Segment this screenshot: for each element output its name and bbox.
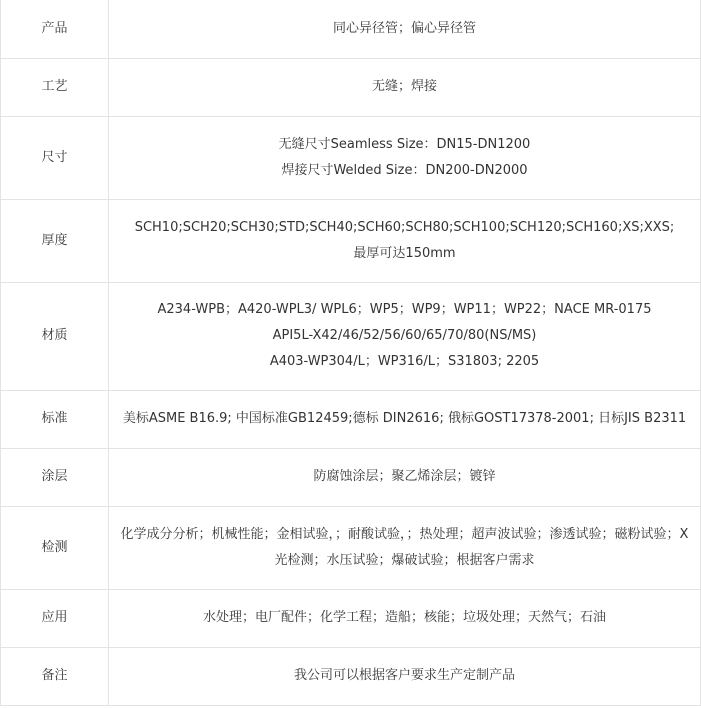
row-label-application: 应用 <box>1 589 109 647</box>
value-line: API5L-X42/46/52/56/60/65/70/80(NS/MS) <box>272 328 537 343</box>
value-line: 防腐蚀涂层；聚乙烯涂层；镀锌 <box>313 469 496 484</box>
table-row <box>1 282 701 390</box>
row-value-coating <box>109 448 701 506</box>
row-value-standard <box>109 390 701 448</box>
row-value-product <box>109 0 701 58</box>
row-label-product: 产品 <box>1 0 109 58</box>
row-value-inspection <box>109 506 701 589</box>
value-line: 无缝尺寸Seamless Size：DN15-DN1200 <box>278 136 531 152</box>
row-value-size <box>109 116 701 199</box>
table-row <box>1 390 701 448</box>
value-line: 最厚可达150mm <box>353 245 456 261</box>
table-row <box>1 647 701 705</box>
row-value-remarks <box>109 647 701 705</box>
value-line: SCH10;SCH20;SCH30;STD;SCH40;SCH60;SCH80;SCH100;SCH120;SCH160;XS;XXS; <box>134 219 675 235</box>
row-value-application <box>109 589 701 647</box>
value-line: A234-WPB；A420-WPL3/ WPL6；WP5；WP9；WP11；WP22；NACE MR-0175 <box>157 302 652 317</box>
value-line: 光检测；水压试验；爆破试验；根据客户需求 <box>274 552 535 568</box>
table-row <box>1 506 701 589</box>
table-row <box>1 199 701 282</box>
value-line: 焊接尺寸Welded Size：DN200-DN2000 <box>281 162 528 178</box>
row-label-process: 工艺 <box>1 58 109 116</box>
row-label-inspection: 检测 <box>1 506 109 589</box>
row-value-process <box>109 58 701 116</box>
value-line: 我公司可以根据客户要求生产定制产品 <box>293 668 515 683</box>
table-row <box>1 0 701 58</box>
row-label-thickness: 厚度 <box>1 199 109 282</box>
table-row <box>1 58 701 116</box>
row-label-remarks: 备注 <box>1 647 109 705</box>
row-value-material <box>109 282 701 390</box>
value-line: 同心异径管；偏心异径管 <box>332 20 476 36</box>
value-line: 无缝；焊接 <box>371 79 437 94</box>
value-line: 美标ASME B16.9; 中国标准GB12459;德标 DIN2616; 俄标GOST17378-2001; 日标JIS B2311 <box>122 411 687 426</box>
row-label-size: 尺寸 <box>1 116 109 199</box>
value-line: A403-WP304/L；WP316/L；S31803; 2205 <box>269 354 540 369</box>
row-label-material: 材质 <box>1 282 109 390</box>
row-value-thickness <box>109 199 701 282</box>
row-label-coating: 涂层 <box>1 448 109 506</box>
value-line: 水处理；电厂配件；化学工程；造船；核能；垃圾处理；天然气；石油 <box>202 610 606 625</box>
row-label-standard: 标准 <box>1 390 109 448</box>
value-line: 化学成分分析；机械性能；金相试验，；耐酸试验，；热处理；超声波试验；渗透试验；磁粉试验；X <box>120 526 689 542</box>
table-row <box>1 448 701 506</box>
table-row <box>1 589 701 647</box>
table-row <box>1 116 701 199</box>
